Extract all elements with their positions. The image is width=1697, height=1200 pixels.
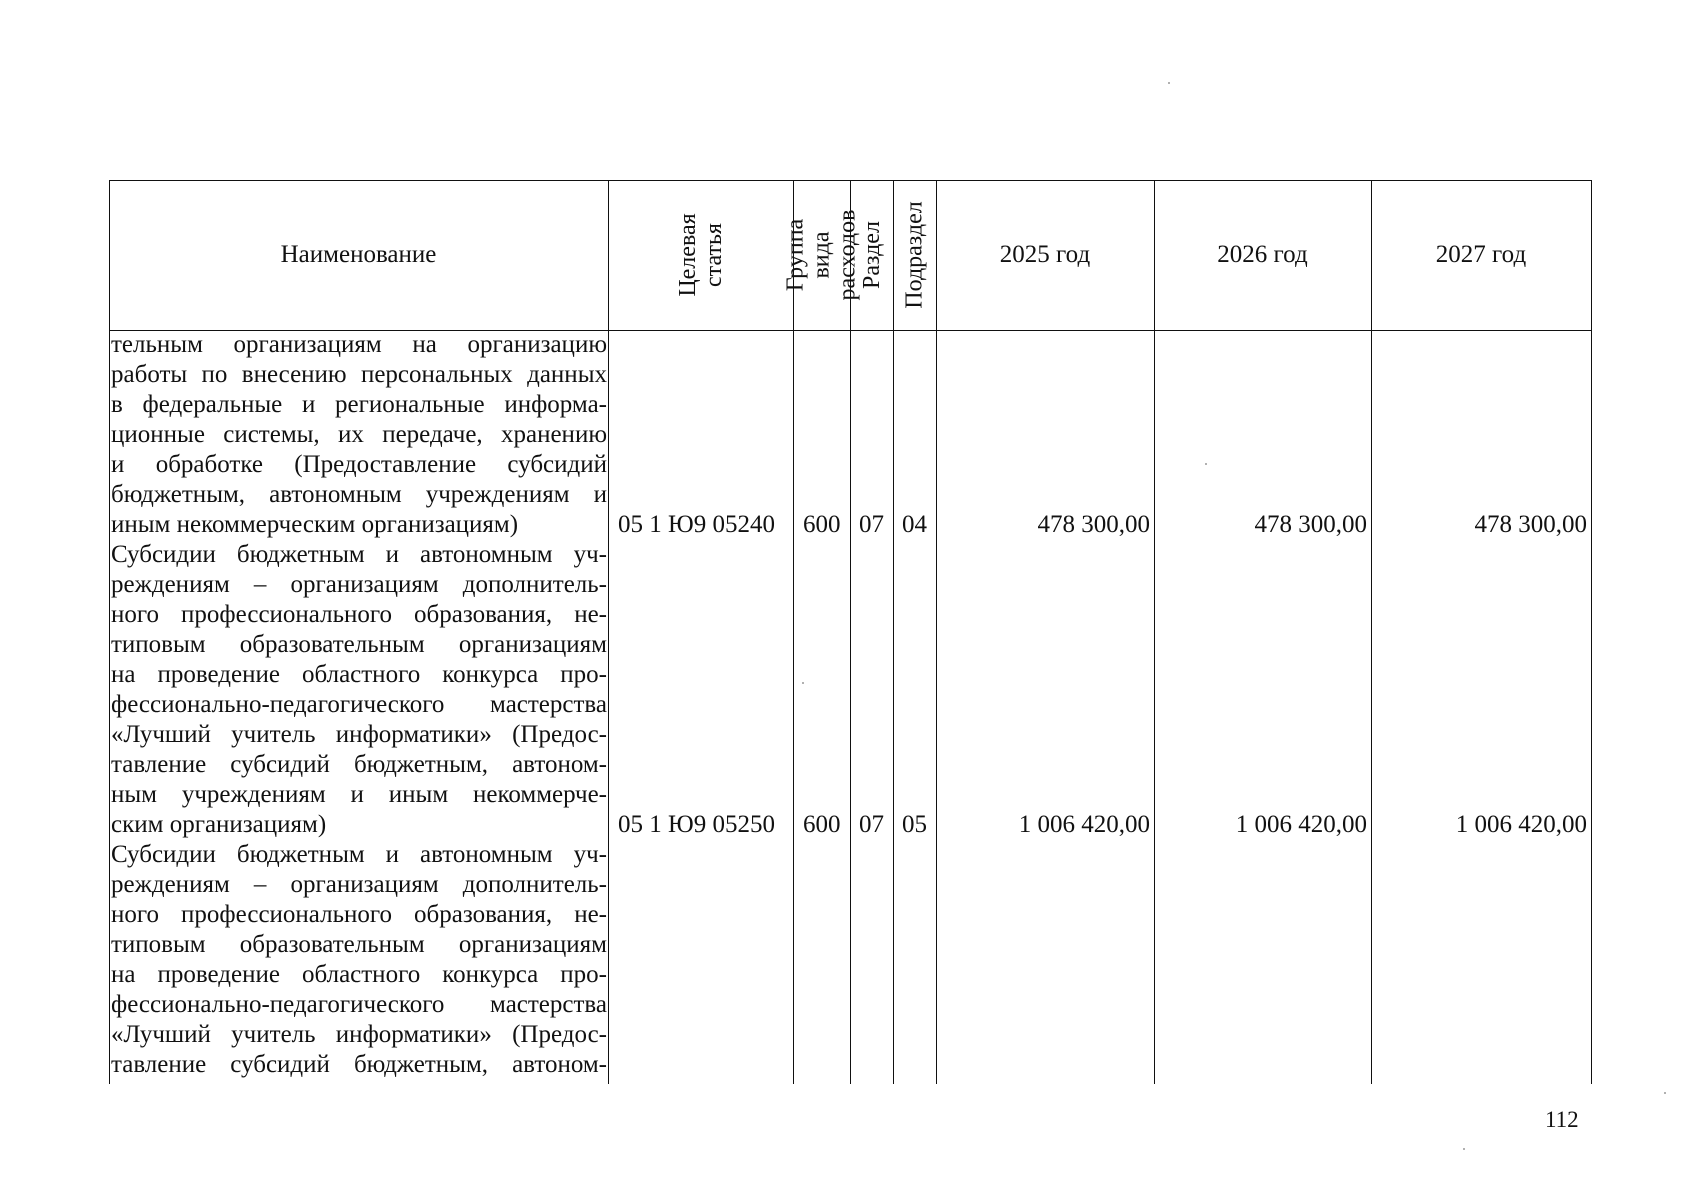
scan-speck [1463,1148,1465,1150]
name-text-line: «Лучший учитель информатики» (Предос- [111,1021,607,1048]
name-text-line: тавление субсидий бюджетным, автоном- [111,751,607,778]
name-text-line: ным учреждениям и иным некоммерче- [111,781,607,808]
page-number: 112 [1545,1107,1579,1132]
header-target-article: Целевая статья [674,213,727,297]
name-text-line: иным некоммерческим организациям) [111,511,519,538]
name-text-line: Субсидии бюджетным и автономным уч- [111,541,607,568]
row1-2027-value: 478 300,00 [1474,511,1587,538]
header-section: Раздел [858,221,885,289]
scan-speck [1168,82,1170,84]
row2-2025-value: 1 006 420,00 [1018,811,1150,838]
name-text-line: на проведение областного конкурса про- [111,961,607,988]
scan-speck [1205,463,1207,465]
row2-2026-value: 1 006 420,00 [1235,811,1367,838]
header-expense-group: Группа вида расходов [782,209,861,301]
row2-section: 07 [859,811,884,838]
name-text-line: ного профессионального образования, не- [111,901,607,928]
name-text-line: тавление субсидий бюджетным, автоном- [111,1051,607,1078]
name-text-line: Субсидии бюджетным и автономным уч- [111,841,607,868]
row1-expense-group: 600 [803,511,841,538]
name-text-line: в федеральные и региональные информа- [111,391,607,418]
name-text-line: «Лучший учитель информатики» (Предос- [111,721,607,748]
header-subsection: Подраздел [901,201,928,309]
name-text-line: тельным организациям на организацию [111,331,607,358]
row1-section: 07 [859,511,884,538]
name-text-line: реждениям – организациям дополнитель- [111,871,607,898]
name-text-line: ским организациям) [111,811,327,838]
name-text-line: бюджетным, автономным учреждениям и [111,481,607,508]
header-year-2027: 2027 год [1435,241,1527,268]
row1-2026-value: 478 300,00 [1254,511,1367,538]
row1-subsection: 04 [902,511,927,538]
row2-subsection: 05 [902,811,927,838]
row2-2027-value: 1 006 420,00 [1455,811,1587,838]
header-year-2026: 2026 год [1217,241,1308,268]
table-right-border [1591,180,1592,1084]
name-text-line: реждениям – организациям дополнитель- [111,571,607,598]
header-year-2025: 2025 год [999,241,1091,268]
row1-target-article: 05 1 Ю9 05240 [618,511,775,538]
name-text-line: ного профессионального образования, не- [111,601,607,628]
name-text-line: фессионально-педагогического мастерства [111,691,607,718]
row1-2025-value: 478 300,00 [1037,511,1150,538]
name-text-line: типовым образовательным организациям [111,931,607,958]
name-text-line: и обработке (Предоставление субсидий [111,451,607,478]
scan-speck [1664,1092,1666,1094]
name-text-line: типовым образовательным организациям [111,631,607,658]
scan-speck [802,682,804,684]
name-text-line: ционные системы, их передаче, хранению [111,421,607,448]
name-text-line: работы по внесению персональных данных [111,361,607,388]
row2-expense-group: 600 [803,811,841,838]
row2-target-article: 05 1 Ю9 05250 [618,811,775,838]
name-text-line: на проведение областного конкурса про- [111,661,607,688]
header-name: Наименование [280,241,437,268]
name-text-line: фессионально-педагогического мастерства [111,991,607,1018]
name-column-text [111,330,607,1080]
budget-table [109,180,1592,1084]
